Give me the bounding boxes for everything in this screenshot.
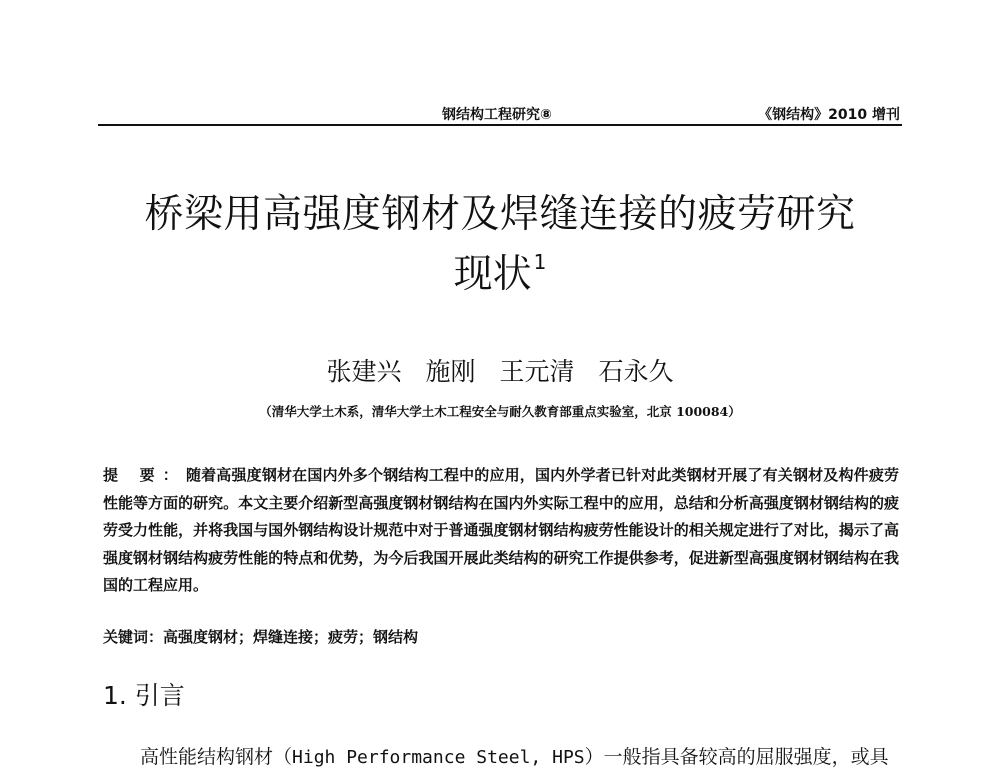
author-list — [0, 352, 1000, 388]
header-rule — [98, 124, 902, 126]
body-english-term: High Performance Steel, HPS — [292, 747, 585, 768]
paper-title-line2 — [0, 243, 1000, 299]
section-heading: 1. 引言 — [103, 681, 185, 710]
affiliation: （清华大学土木系，清华大学土木工程安全与耐久教育部重点实验室，北京 100084） — [259, 404, 741, 419]
abstract — [103, 462, 899, 600]
abstract-label: 提 要： — [103, 466, 186, 484]
author-name: 张建兴 — [326, 357, 402, 386]
keywords-label: 关键词： — [103, 628, 164, 646]
paper-title-line1: 桥梁用高强度钢材及焊缝连接的疲劳研究 — [144, 192, 856, 237]
author-name: 石永久 — [598, 357, 674, 386]
abstract-text: 随着高强度钢材在国内外多个钢结构工程中的应用，国内外学者已针对此类钢材开展了有关钢材及构件疲劳性能等方面的研究。本文主要介绍新型高强度钢材钢结构在国内外实际工程中的应用，总结和分析高强度钢材钢结构的疲劳受力性能，并将我国与国外钢结构设计规范中对于普通强度钢材钢结构疲劳性能设计的相关规定进行了对比，揭示了高强度钢材钢结构疲劳性能的特点和优势，为今后我国开展此类结构的研究工作提供参考，促进新型高强度钢材钢结构在我国的工程应用。 — [103, 466, 899, 594]
paper-title-line2-text: 现状 — [453, 252, 532, 297]
body-suffix: ）一般指具备较高的屈服强度，或具 — [584, 746, 889, 768]
running-header-right: 《钢结构》2010 增刊 — [758, 107, 900, 123]
keywords-text: 高强度钢材；焊缝连接；疲劳；钢结构 — [163, 628, 419, 646]
author-name: 施刚 — [425, 357, 476, 386]
body-paragraph-start — [140, 742, 889, 769]
running-header — [100, 100, 900, 124]
running-header-left: 钢结构工程研究⑧ — [442, 107, 552, 123]
body-prefix: 高性能结构钢材（ — [140, 746, 293, 768]
author-name: 王元清 — [499, 357, 575, 386]
footnote-mark[interactable]: 1 — [533, 250, 547, 274]
keywords — [103, 626, 418, 647]
